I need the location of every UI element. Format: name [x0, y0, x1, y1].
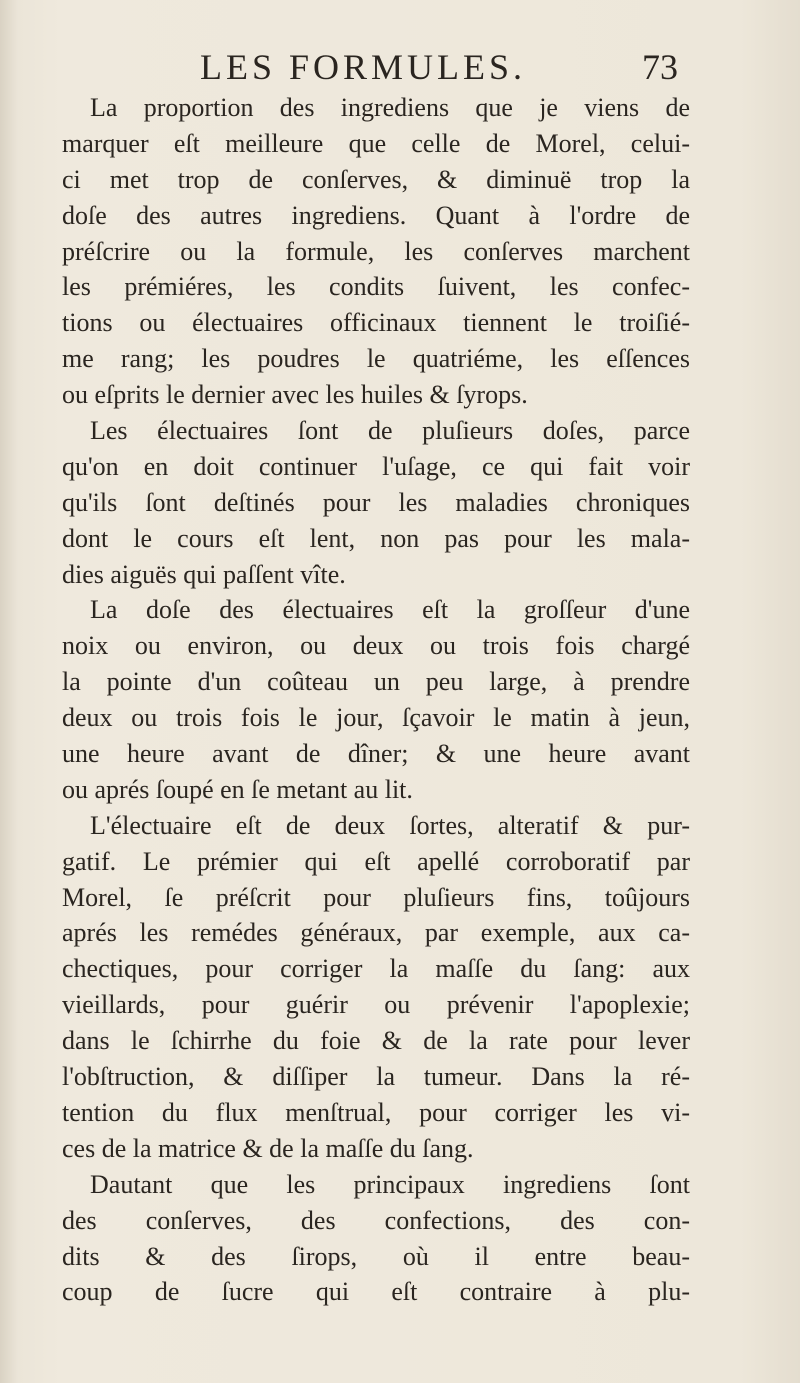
- text-line: L'électuaire eſt de deux ſortes, alteratif & pur-: [90, 810, 690, 840]
- text-line: ces de la matrice & de la maſſe du ſang.: [62, 1133, 474, 1163]
- running-head: [0, 46, 800, 96]
- text-line: Dautant que les principaux ingrediens ſont: [90, 1169, 690, 1199]
- text-line: Les électuaires ſont de pluſieurs doſes, parce: [90, 416, 690, 446]
- text-line: doſe des autres ingrediens. Quant à l'ordre de: [62, 200, 690, 230]
- text-line: tention du flux menſtrual, pour corriger les vi-: [62, 1097, 690, 1127]
- text-line: les prémiéres, les condits ſuivent, les confec-: [62, 272, 690, 302]
- text-line: l'obſtruction, & diſſiper la tumeur. Dans la ré-: [62, 1062, 690, 1092]
- text-line: dans le ſchirrhe du foie & de la rate pour lever: [62, 1026, 690, 1056]
- text-line: ou aprés ſoupé en ſe metant au lit.: [62, 774, 413, 804]
- text-line: préſcrire ou la formule, les conſerves marchent: [62, 236, 690, 266]
- running-title: LES FORMULES.: [200, 47, 527, 87]
- text-line: vieillards, pour guérir ou prévenir l'apoplexie;: [62, 990, 690, 1020]
- text-line: dont le cours eſt lent, non pas pour les mala-: [62, 523, 690, 553]
- text-line: chectiques, pour corriger la maſſe du ſang: aux: [62, 954, 690, 984]
- text-line: La proportion des ingrediens que je viens de: [90, 93, 690, 122]
- text-line: marquer eſt meilleure que celle de Morel, celui-: [62, 128, 690, 158]
- text-line: me rang; les poudres le quatriéme, les eſſences: [62, 344, 690, 374]
- text-line: dies aiguës qui paſſent vîte.: [62, 559, 346, 589]
- text-line: coup de ſucre qui eſt contraire à plu-: [62, 1277, 690, 1307]
- text-line: dits & des ſirops, où il entre beau-: [62, 1241, 690, 1271]
- text-line: aprés les remédes généraux, par exemple, aux ca-: [62, 918, 690, 948]
- text-line: qu'ils ſont deſtinés pour les maladies chroniques: [62, 487, 690, 517]
- text-line: La doſe des électuaires eſt la groſſeur d'une: [90, 595, 690, 625]
- text-line: noix ou environ, ou deux ou trois fois chargé: [62, 631, 690, 661]
- text-line: une heure avant de dîner; & une heure avant: [62, 739, 690, 769]
- body-text: [62, 90, 690, 1310]
- text-line: deux ou trois fois le jour, ſçavoir le matin à jeun,: [62, 703, 690, 733]
- text-line: ci met trop de conſerves, & diminuë trop la: [62, 164, 690, 194]
- text-line: des conſerves, des confections, des con-: [62, 1205, 690, 1235]
- text-line: qu'on en doit continuer l'uſage, ce qui fait voir: [62, 451, 690, 481]
- text-line: tions ou électuaires officinaux tiennent le troiſié-: [62, 308, 690, 338]
- text-line: ou eſprits le dernier avec les huiles & ſyrops.: [62, 380, 528, 410]
- text-line: la pointe d'un coûteau un peu large, à prendre: [62, 667, 690, 697]
- page-number: 73: [642, 47, 678, 87]
- text-line: gatif. Le prémier qui eſt apellé corroboratif par: [62, 846, 690, 876]
- text-line: Morel, ſe préſcrit pour pluſieurs fins, toûjours: [62, 882, 690, 912]
